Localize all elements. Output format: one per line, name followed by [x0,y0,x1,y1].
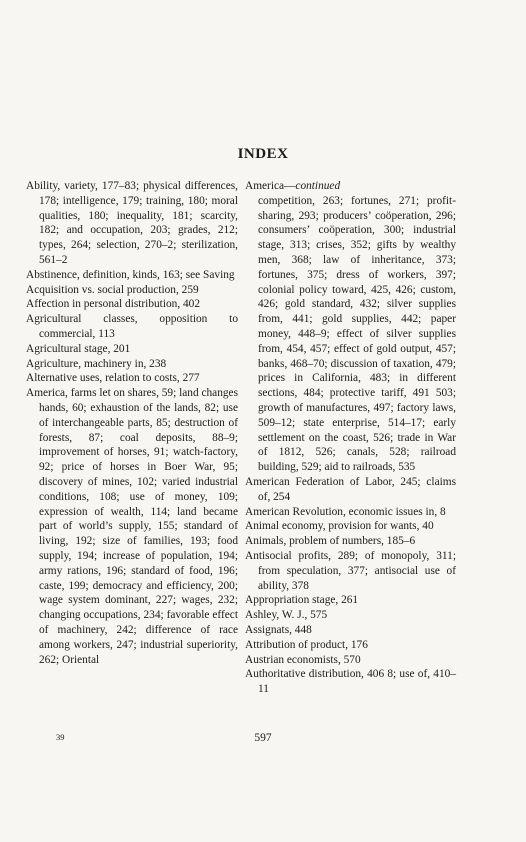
index-entry: American Federation of Labor, 245; claims of, 254 [245,475,456,503]
index-entry: Abstinence, definition, kinds, 163; see Saving [26,268,235,281]
index-entry: Agricultural stage, 201 [26,342,131,355]
index-entry: Acquisition vs. social production, 259 [26,283,199,296]
page-title: INDEX [237,146,289,162]
page-number: 597 [254,732,272,744]
index-entry: Ashley, W. J., 575 [245,609,328,622]
index-entry: Authoritative distribution, 406 8; use of, 410–11 [245,668,456,696]
index-column-left [26,179,238,667]
index-entry: American Revolution, economic issues in, 8 [245,505,446,518]
index-entry: Austrian economists, 570 [245,653,361,666]
index-entry: Attribution of product, 176 [245,638,368,651]
index-entry: America, farms let on shares, 59; land changes hands, 60; exhaustion of the lands, 82; use of interchangeable parts, 85; destruction of forests, 87; coal deposits, 88–9; improvement of horses, 91; watch-factory, 92; price of horses in Boer War, 95; discovery of mines, 102; varied industrial conditions, 108; use of money, 109; expression of wealth, 114; land became part of world’s supply, 155; standard of living, 192; size of families, 193; food supply, 194; increase of population, 194; army rations, 196; standard of food, 196; caste, 199; democracy and efficiency, 200; wage system dominant, 227; wages, 232; changing occupations, 234; favorable effect of machinery, 242; difference of race among workers, 247; industrial superiority, 262; Oriental [26,387,238,666]
index-entry: Agricultural classes, opposition to commercial, 113 [26,313,238,340]
index-entry: Affection in personal distribution, 402 [26,298,201,311]
continued-text: competition, 263; fortunes, 271; profit-sharing, 293; producers’ coöperation, 296; consumers’ coöperation, 300; industrial stage, 313; crises, 352; gifts by wealthy men, 368; law of inheritance, 373; fortunes, 375; dress of workers, 397; colonial policy toward, 425, 426; custom, 426; gold standard, 432; silver supplies from, 441; gold supplies, 442; paper money, 448–9; effect of silver supplies from, 454, 457; effect of gold output, 457; banks, 468–70; discussion of taxation, 479; prices in California, 483; in different sections, 484; protective tariff, 491 503; growth of manufactures, 497; factory laws, 509–12; state enterprise, 514–17; early settlement on the coast, 526; trade in War of 1812, 526; canals, 528; railroad building, 529; aid to railroads, 535 [258,194,456,474]
index-entry: Animals, problem of numbers, 185–6 [245,535,416,548]
continued-label: continued [295,180,341,192]
index-entry: Appropriation stage, 261 [245,594,359,607]
index-entry: Agriculture, machinery in, 238 [26,357,167,370]
index-entry: Alternative uses, relation to costs, 277 [26,372,200,385]
index-column-right [245,179,456,697]
index-entry: Antisocial profits, 289; of monopoly, 311; from speculation, 377; antisocial use of ability, 378 [245,549,456,592]
index-entry: Assignats, 448 [245,623,312,636]
index-entry: Animal economy, provision for wants, 40 [245,520,434,533]
signature-mark: 39 [56,732,65,742]
index-entry-continued [245,179,456,475]
index-entry: Ability, variety, 177–83; physical differences, 178; intelligence, 179; training, 180; moral qualities, 180; inequality, 181; scarcity, 182; and occupation, 203; grades, 212; types, 264; selection, 270–2; sterilization, 561–2 [26,180,238,266]
continued-head: America— [245,180,296,192]
